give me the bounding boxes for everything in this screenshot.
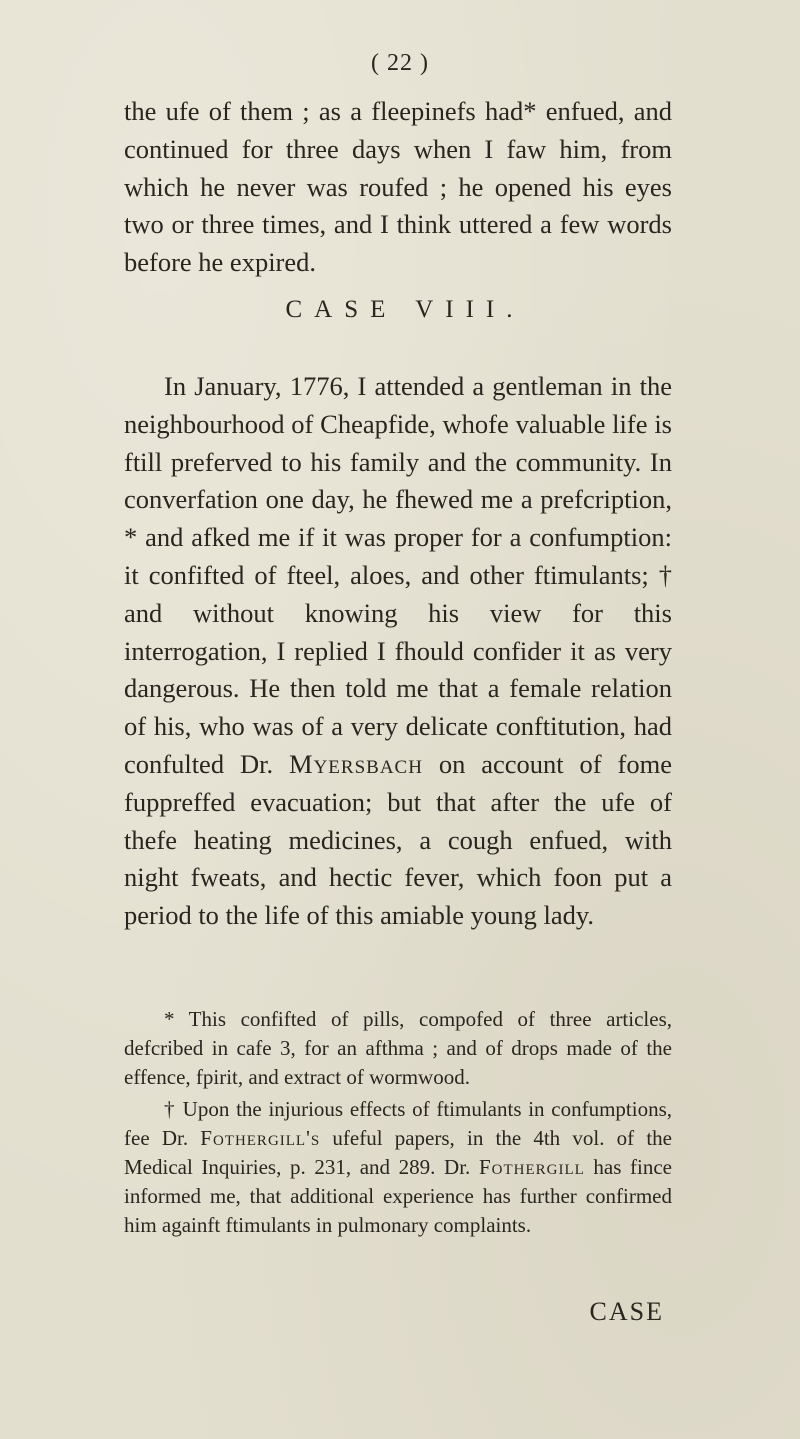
case-heading: CASE VIII. (285, 296, 525, 323)
case-text (124, 368, 672, 935)
footnote-asterisk (124, 1005, 672, 1092)
footnote-dagger-part1: † Upon the injurious effects of ftimulants in confumptions, fee Dr. (124, 1097, 672, 1150)
case-text-part2: on account of fome fuppreffed evacuation; but that after the ufe of thefe heating medicines, a cough enfued, with night fweats, and hectic fever, which foon put a period to the life of this amiable young lady. (124, 748, 672, 931)
footnote-dagger-text (124, 1095, 672, 1240)
footnote-name-2: Fothergill (478, 1155, 585, 1179)
footnote-dagger-part3: has fince informed me, that additional experience has further confirmed him againft ftimulants in pulmonary complaints. (124, 1155, 672, 1237)
footnote-dagger-part2: ufeful papers, in the 4th vol. of the Medical Inquiries, p. 231, and 289. Dr. (124, 1126, 672, 1179)
physician-name: Myersbach (289, 748, 423, 779)
footnote-dagger (124, 1095, 672, 1240)
catchword: CASE (589, 1297, 664, 1326)
case-text-part1: In January, 1776, I attended a gentleman in the neighbourhood of Cheapfide, whofe valuable life is ftill preferved to his family and the community. In converfation one day, he fhewed me a prefcription, * and afked me if it was proper for a confumption: it confifted of fteel, aloes, and other ftimulants; † and without knowing his view for this interrogation, I replied I fhould confider it as very dangerous. He then told me that a female relation of his, who was of a very delicate conftitution, had confulted Dr. (124, 371, 672, 779)
continuation-paragraph (124, 93, 672, 282)
footnote-name-1: Fothergill's (200, 1126, 321, 1150)
footnote-asterisk-text: * This confifted of pills, compofed of three articles, defcribed in cafe 3, for an afthma ; and of drops made of the effence, fpirit, and extract of wormwood. (124, 1007, 672, 1089)
page-number: ( 22 ) (371, 50, 429, 76)
continuation-text: the ufe of them ; as a fleepinefs had* enfued, and continued for three days when I faw him, from which he never was roufed ; he opened his eyes two or three times, and I think uttered a few words before he expired. (124, 96, 672, 278)
case-paragraph (124, 368, 672, 935)
